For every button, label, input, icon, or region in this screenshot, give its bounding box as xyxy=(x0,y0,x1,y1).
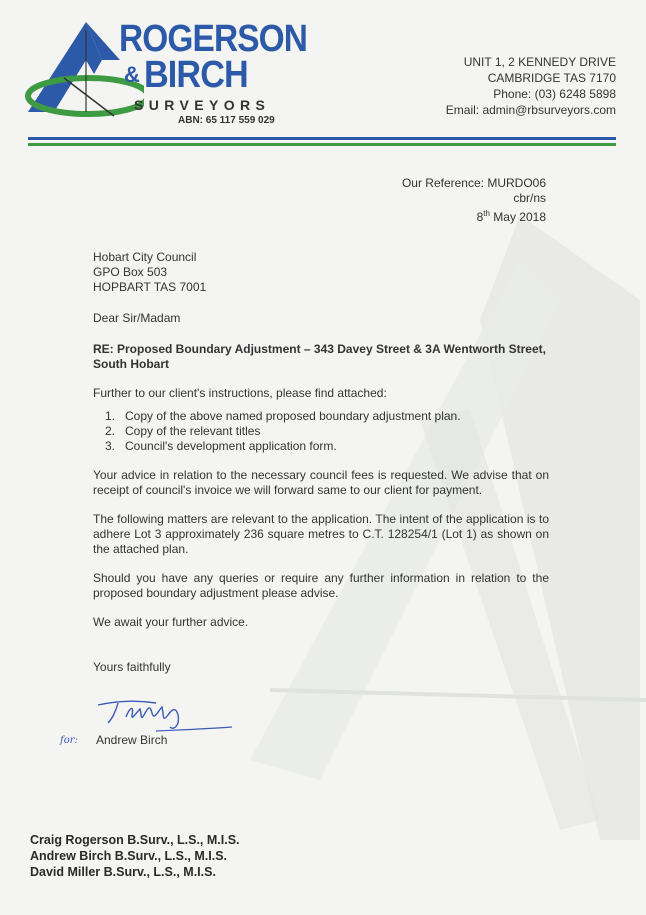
reference-block xyxy=(402,176,546,225)
subject-line: RE: Proposed Boundary Adjustment – 343 Davey Street & 3A Wentworth Street, South Hobart xyxy=(93,342,546,371)
closing: Yours faithfully xyxy=(93,660,171,674)
recipient-line-1: Hobart City Council xyxy=(93,250,197,264)
date-rest: May 2018 xyxy=(489,210,546,224)
address-line-2: CAMBRIDGE TAS 7170 xyxy=(487,71,616,85)
partners-list xyxy=(30,832,240,880)
company-logo xyxy=(24,18,308,128)
brand-rogerson: ROGERSON xyxy=(119,18,308,60)
paragraph-fees: Your advice in relation to the necessary council fees is requested. We advise that on receipt of council's invoice we will forward same to our client for payment. xyxy=(93,468,549,497)
paragraph-matters: The following matters are relevant to the application. The intent of the application is to adhere Lot 3 approximately 236 square metres to C.T. 128254/1 (Lot 1) as shown on the attached plan. xyxy=(93,512,549,556)
intro-text: Further to our client's instructions, please find attached: xyxy=(93,386,387,400)
salutation: Dear Sir/Madam xyxy=(93,311,181,325)
partner-name: Craig Rogerson B.Surv., L.S., M.I.S. xyxy=(30,833,240,847)
recipient-line-2: GPO Box 503 xyxy=(93,265,168,279)
await-text: We await your further advice. xyxy=(93,615,249,629)
list-item: 1. Copy of the above named proposed boundary adjustment plan. xyxy=(104,409,461,423)
list-item: 2. Copy of the relevant titles xyxy=(104,424,261,438)
for-mark: for: xyxy=(60,735,78,746)
partner-name: David Miller B.Surv., L.S., M.I.S. xyxy=(30,865,216,879)
our-reference: Our Reference: MURDO06 xyxy=(401,176,546,190)
paragraph-queries: Should you have any queries or require any further information in relation to the proposed boundary adjustment please advise. xyxy=(93,571,549,600)
brand-ampersand: & xyxy=(124,62,140,87)
handwritten-signature xyxy=(96,697,236,737)
attachment-list xyxy=(93,409,549,454)
email: Email: admin@rbsurveyors.com xyxy=(445,103,616,117)
header-rule-blue xyxy=(28,137,616,140)
date-suffix: th xyxy=(483,209,490,218)
header-rule-green xyxy=(28,143,616,146)
brand-surveyors: SURVEYORS xyxy=(134,97,271,113)
letter-body xyxy=(93,250,549,675)
phone: Phone: (03) 6248 5898 xyxy=(493,87,616,101)
list-item: 3. Council's development application form. xyxy=(104,439,337,453)
brand-birch: BIRCH xyxy=(144,54,248,96)
contact-block xyxy=(446,54,616,118)
date-day: 8 xyxy=(476,210,484,224)
address-line-1: UNIT 1, 2 KENNEDY DRIVE xyxy=(463,55,616,69)
letter-date xyxy=(402,206,546,225)
recipient-line-3: HOPBART TAS 7001 xyxy=(93,280,207,294)
recipient-address xyxy=(93,250,549,295)
abn-number: ABN: 65 117 559 029 xyxy=(178,115,275,126)
reference-initials: cbr/ns xyxy=(513,191,546,205)
signatory-name: Andrew Birch xyxy=(96,733,168,747)
partner-name: Andrew Birch B.Surv., L.S., M.I.S. xyxy=(30,849,228,863)
